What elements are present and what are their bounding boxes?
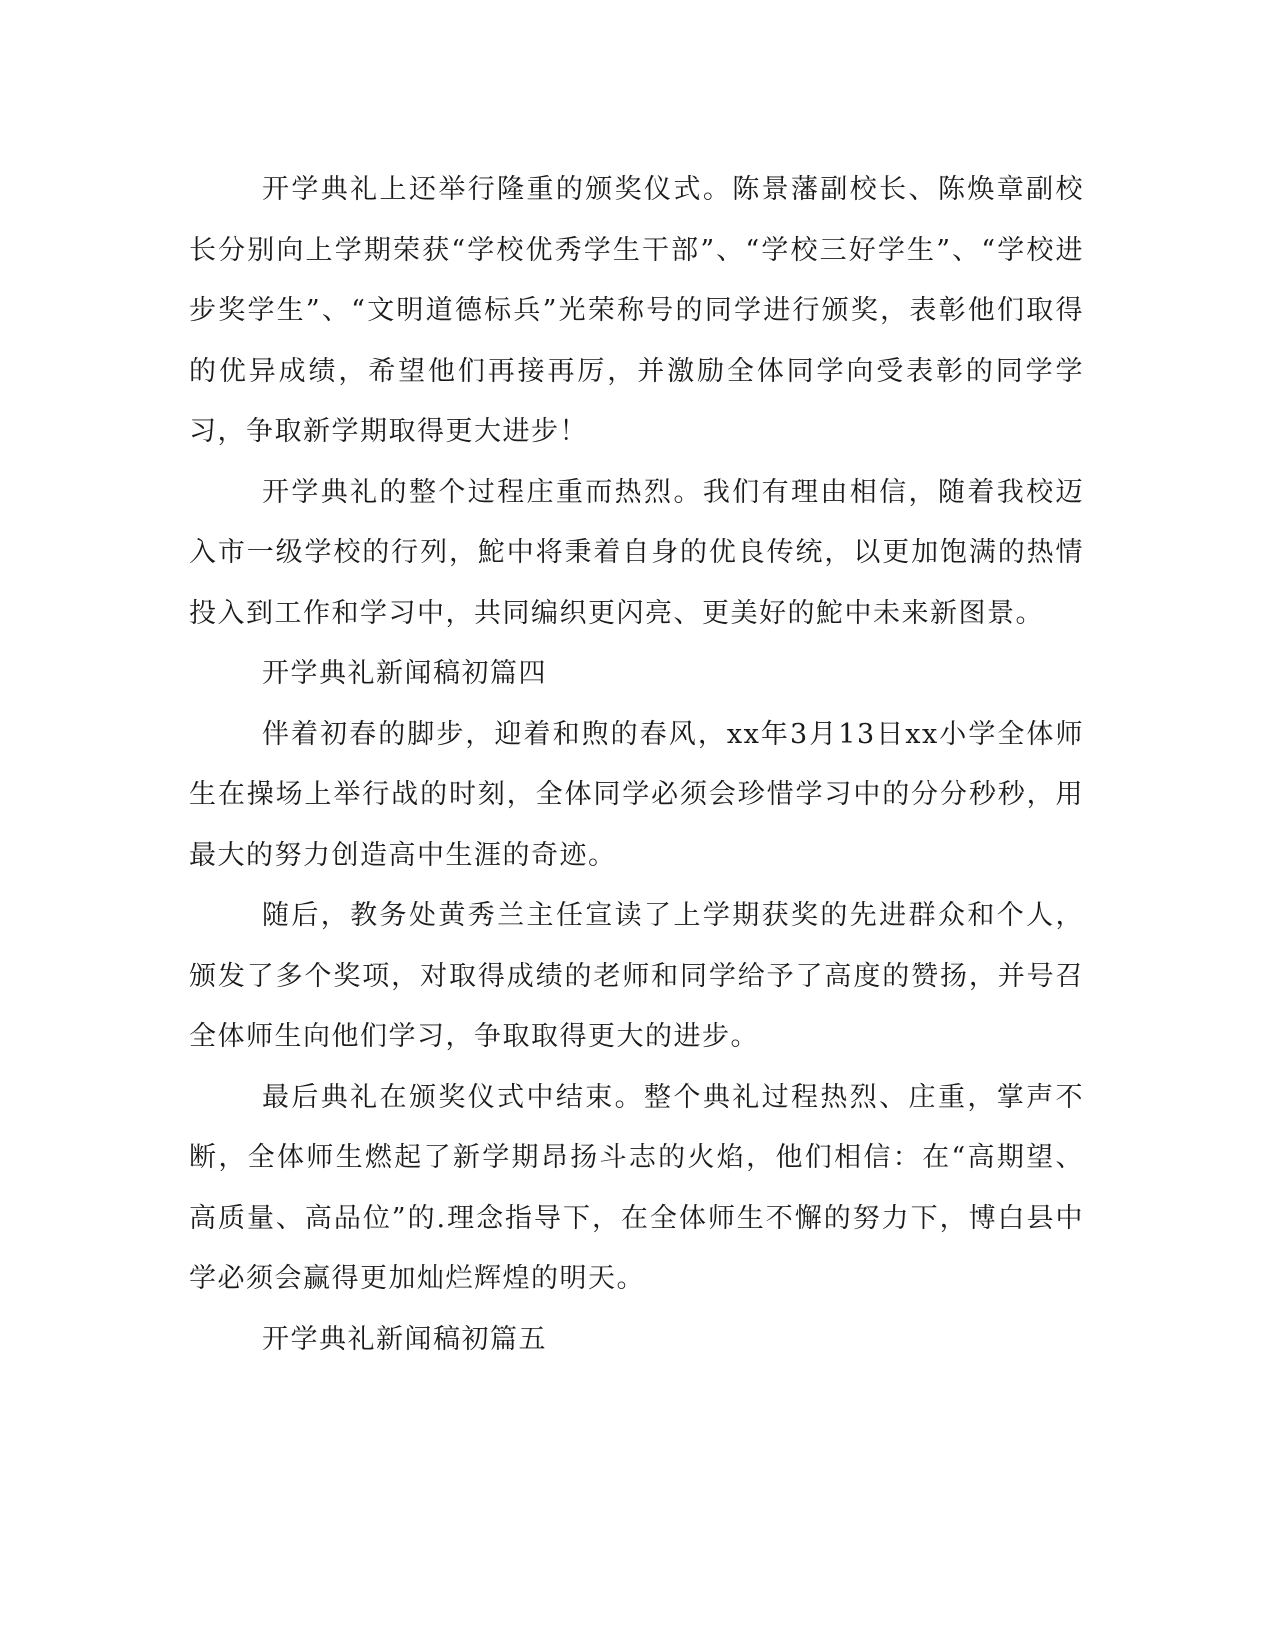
paragraph-awards-announcement: 随后，教务处黄秀兰主任宣读了上学期获奖的先进群众和个人，颁发了多个奖项，对取得成绩的老师和同学给予了高度的赞扬，并号召全体师生向他们学习，争取取得更大的进步。: [189, 900, 1084, 1052]
section-heading-part-five: 开学典礼新闻稿初篇五: [262, 1323, 547, 1355]
paragraph-closing: 最后典礼在颁奖仪式中结束。整个典礼过程热烈、庄重，掌声不断，全体师生燃起了新学期昂扬斗志的火焰，他们相信：在“高期望、高质量、高品位”的.理念指导下，在全体师生不懈的努力下，博白县中学必须会赢得更加灿烂辉煌的明天。: [189, 1081, 1084, 1294]
paragraph-spring-opening: 伴着初春的脚步，迎着和煦的春风，xx年3月13日xx小学全体师生在操场上举行战的时刻，全体同学必须会珍惜学习中的分分秒秒，用最大的努力创造高中生涯的奇迹。: [189, 718, 1084, 871]
paragraph-ceremony-process: 开学典礼的整个过程庄重而热烈。我们有理由相信，随着我校迈入市一级学校的行列，鮀中将秉着自身的优良传统，以更加饱满的热情投入到工作和学习中，共同编织更闪亮、更美好的鮀中未来新图景。: [189, 476, 1084, 629]
document-body: [189, 160, 1084, 1370]
paragraph-award-ceremony: 开学典礼上还举行隆重的颁奖仪式。陈景藩副校长、陈焕章副校长分别向上学期荣获“学校优秀学生干部”、“学校三好学生”、“学校进步奖学生”、“文明道德标兵”光荣称号的同学进行颁奖，表彰他们取得的优异成绩，希望他们再接再厉，并激励全体同学向受表彰的同学学习，争取新学期取得更大进步！: [189, 174, 1084, 447]
section-heading-part-four: 开学典礼新闻稿初篇四: [262, 658, 547, 689]
